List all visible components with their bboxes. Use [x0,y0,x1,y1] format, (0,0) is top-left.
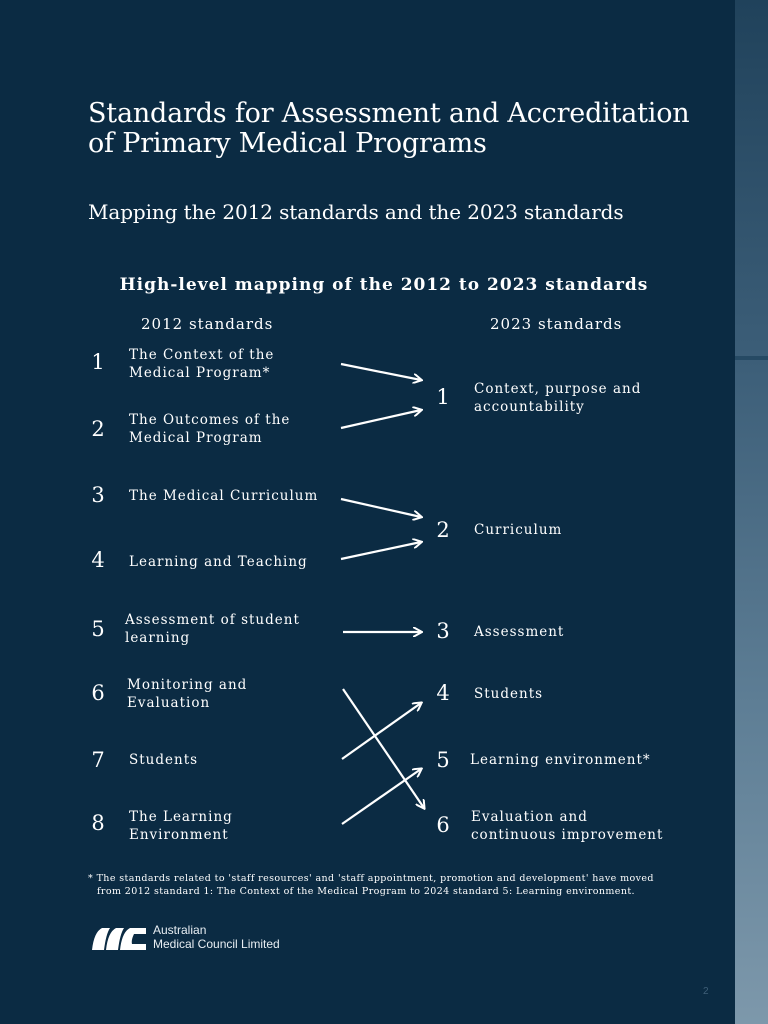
standard-2012-label-line: Assessment of student [125,612,300,628]
standard-2012-label [129,553,339,571]
standard-2023-label-line: continuous improvement [471,827,664,843]
arrow-2012-1-to-2023-1 [341,364,421,380]
standard-2023-label [470,751,720,769]
arrow-2012-7-to-2023-4 [342,703,421,759]
standard-2012-label-line: Monitoring and [127,677,248,693]
standard-2012-label-line: The Learning [129,809,233,825]
standard-2012-label-line: Environment [129,827,229,843]
standard-2012-label-line: Students [129,752,199,768]
standard-2012-num: 2 [91,417,105,441]
mapping-heading-text: High-level mapping of the 2012 to 2023 standards [119,275,649,295]
standard-2012-label-line: The Outcomes of the [129,412,291,428]
arrow-2012-8-to-2023-5 [342,769,421,824]
standard-2023-label-line: Evaluation and [471,809,588,825]
standard-2023-label [474,521,714,539]
mapping-heading [0,275,768,295]
amc-logo-mark-icon [90,926,148,952]
standard-2012-label-line: The Medical Curriculum [129,488,319,504]
left-column-header: 2012 standards [141,315,274,333]
standard-2012-label-line: Evaluation [127,695,211,711]
side-decoration-strip [735,0,768,1024]
standard-2023-num: 6 [436,813,450,837]
standard-2023-num: 2 [436,518,450,542]
standard-2012-label [129,346,339,382]
standard-2012-num: 3 [91,483,105,507]
standard-2023-label-line: Learning environment* [470,752,651,768]
standard-2012-num: 4 [91,548,105,572]
standard-2012-label-line: Medical Program [129,430,263,446]
standard-2012-label [129,487,339,505]
logo-line-2: Medical Council Limited [153,936,280,951]
standard-2023-label-line: Assessment [474,624,565,640]
page-number: 2 [703,986,709,997]
title-line-1: Standards for Assessment and Accreditation [88,98,690,129]
standard-2012-label-line: Learning and Teaching [129,554,308,570]
standard-2012-num: 6 [91,681,105,705]
arrow-2012-2-to-2023-1 [341,410,421,428]
right-column-header: 2023 standards [490,315,623,333]
standard-2023-label [474,623,714,641]
standard-2023-num: 4 [436,681,450,705]
arrow-2012-3-to-2023-2 [341,499,421,517]
footnote-line-2: from 2012 standard 1: The Context of the Medical Program to 2024 standard 5: Learning environment. [97,886,635,897]
side-strip-divider [735,356,768,360]
standard-2023-label [474,685,714,703]
standard-2023-label-line: Curriculum [474,522,563,538]
footnote [88,872,688,898]
standard-2012-num: 5 [91,617,105,641]
standard-2012-num: 8 [91,811,105,835]
standard-2023-label [474,380,714,416]
standard-2023-num: 3 [436,619,450,643]
footnote-line-1: * The standards related to 'staff resources' and 'staff appointment, promotion and development' have moved [88,873,654,884]
amc-logo-text [153,924,280,951]
standard-2012-num: 7 [91,748,105,772]
standard-2012-label [127,676,337,712]
arrow-2012-6-to-2023-6 [343,689,424,808]
standard-2012-label-line: The Context of the [129,347,275,363]
standard-2023-num: 5 [436,748,450,772]
standard-2012-label-line: learning [125,630,191,646]
standard-2023-label-line: accountability [474,399,585,415]
logo-line-1: Australian [153,923,207,937]
standard-2012-label-line: Medical Program* [129,365,271,381]
amc-logo [90,924,330,954]
title-line-2: of Primary Medical Programs [88,128,487,159]
standard-2012-label [129,411,339,447]
standard-2012-num: 1 [91,350,105,374]
standard-2023-label-line: Students [474,686,544,702]
standard-2023-num: 1 [436,385,450,409]
standard-2023-label-line: Context, purpose and [474,381,642,397]
standard-2012-label [125,611,335,647]
arrow-2012-4-to-2023-2 [341,542,421,559]
standard-2023-label [471,808,721,844]
standard-2012-label [129,751,339,769]
document-title [88,99,708,159]
standard-2012-label [129,808,339,844]
document-subtitle: Mapping the 2012 standards and the 2023 standards [88,200,624,224]
